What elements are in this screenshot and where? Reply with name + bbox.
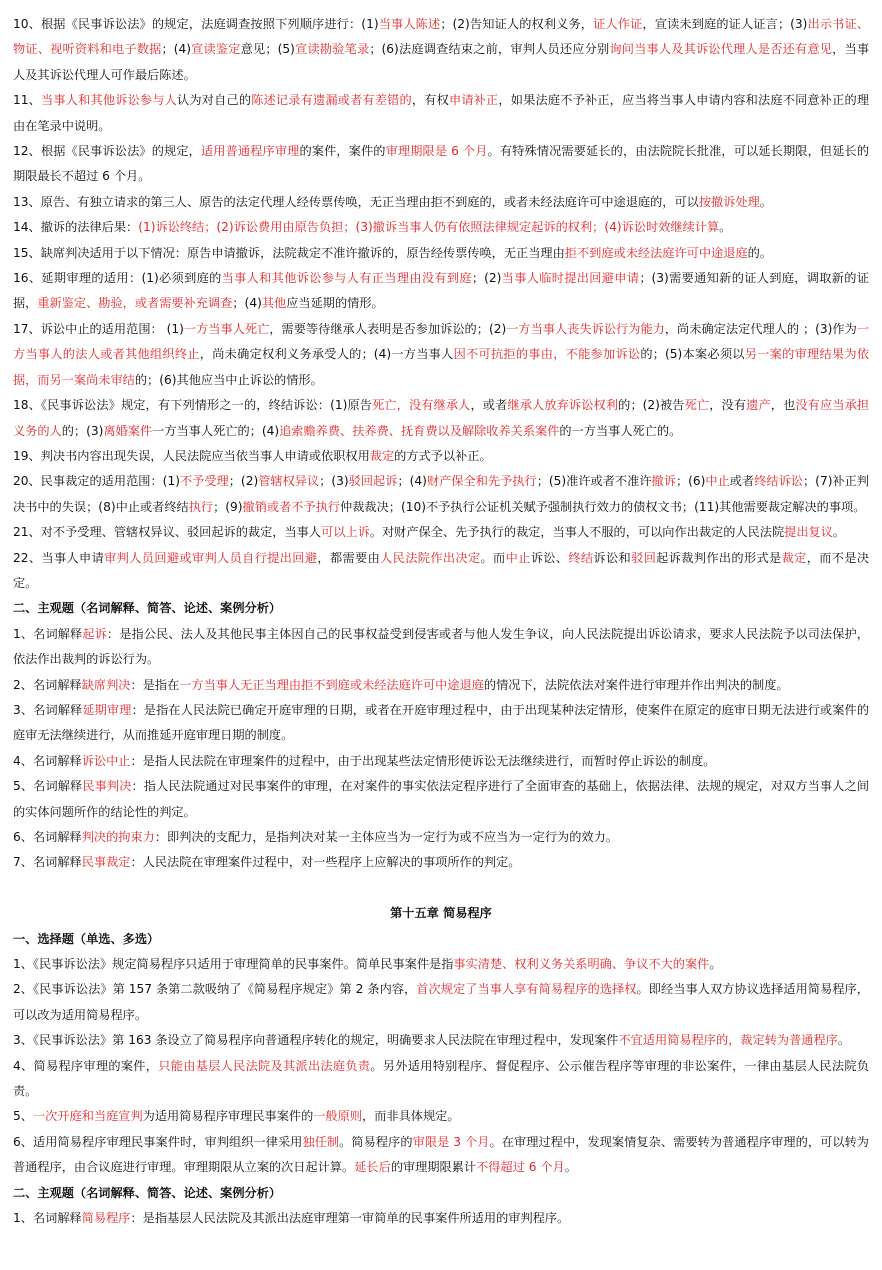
text-run: 18、《民事诉讼法》规定，有下列情形之一的，终结诉讼：(1)原告 — [13, 398, 373, 413]
text-run: 。另外适用特别程序、督促程序、公示催告程序等审理的非讼案件，一律由基层人民法院负责。 — [13, 1058, 870, 1099]
paragraph — [13, 190, 869, 215]
paragraph — [13, 393, 869, 444]
highlight-text: 起诉 — [82, 626, 107, 641]
paragraph — [13, 1206, 869, 1231]
text-run: 2、名词解释 — [13, 677, 82, 692]
highlight-text: 当事人和其他诉讼参与人有正当理由没有到庭 — [221, 271, 472, 286]
text-run: 20、民事裁定的适用范围：(1) — [13, 474, 180, 489]
highlight-text: 离婚案件 — [103, 423, 153, 438]
paragraph — [13, 12, 869, 88]
section-heading — [13, 927, 869, 952]
text-run: 19、判决书内容出现失误，人民法院应当依当事人申请或依职权用 — [13, 448, 370, 463]
text-run: 的案件，案件的 — [299, 144, 386, 159]
text-run: ；(3) — [319, 474, 349, 489]
text-run: 。 — [719, 220, 732, 235]
text-run: ：即判决的支配力，是指判决对某一主体应当为一定行为或不应当为一定行为的效力。 — [154, 830, 618, 844]
highlight-text: 审判人员回避或审判人员自行提出回避 — [104, 550, 318, 565]
paragraph — [13, 241, 869, 266]
highlight-text: 当事人陈述 — [378, 17, 441, 31]
highlight-text: 当事人临时提出回避申请 — [501, 271, 640, 286]
highlight-text: 民事判决 — [82, 779, 132, 794]
highlight-text: 遗产 — [746, 398, 771, 413]
highlight-text: 一方当事人死亡 — [183, 321, 270, 336]
highlight-text: 询问当事人及其诉讼代理人是否还有意见 — [609, 42, 833, 57]
highlight-text: 中止 — [705, 474, 730, 489]
text-run: 。在审理过程中，发现案情复杂、需要转为普通程序审理的，可以转为普通程序，由合议庭进行审理。审理期限从立案的次日起计算。 — [13, 1134, 869, 1175]
text-run: 。 — [564, 1160, 577, 1175]
paragraph — [13, 1130, 869, 1181]
text-run: ，也 — [770, 398, 796, 413]
text-run: 意见；(5) — [240, 42, 295, 57]
highlight-text: 裁定 — [781, 550, 807, 565]
highlight-text: 驳回起诉 — [348, 474, 398, 489]
highlight-text: 按撤诉处理 — [698, 194, 760, 209]
text-run: ，而不是决定。 — [13, 550, 870, 590]
highlight-text: 可以上诉 — [321, 525, 370, 540]
text-run: 。对财产保全、先予执行的裁定，当事人不服的，可以向作出裁定的人民法院 — [369, 525, 785, 540]
text-run: ：是指在人民法院已确定开庭审理的日期，或者在开庭审理过程中，由于出现某种法定情形，使案件在原定的庭审日期无法进行或案件的庭审无法继续进行，从而推延开庭审理日期的制度。 — [13, 702, 870, 743]
highlight-text: 一方当事人丧失诉讼行为能力 — [506, 321, 665, 336]
highlight-text: 其他 — [261, 296, 287, 311]
text-run: ；(4) — [397, 474, 427, 489]
text-run: ；(7)补正判决书中的失误；(8)中止或者终结 — [13, 474, 870, 514]
highlight-text: 一方当事人无正当理由拒不到庭或未经法庭许可中途退庭 — [179, 677, 484, 692]
highlight-text: 申请补正 — [448, 93, 499, 108]
text-run: ，而非具体规定。 — [362, 1109, 460, 1124]
highlight-text: 审限是 3 个月 — [412, 1134, 490, 1149]
spacer — [13, 876, 869, 901]
text-run: 10、根据《民事诉讼法》的规定，法庭调查按照下列顺序进行：(1) — [13, 17, 379, 31]
text-run: ；(9) — [213, 499, 243, 514]
text-run: ，宣读未到庭的证人证言；(3) — [642, 17, 808, 31]
text-run: 的；(2)被告 — [618, 398, 685, 413]
text-run: 的；(5)本案必须以 — [640, 347, 745, 362]
text-run: 3、《民事诉讼法》第 163 条设立了简易程序向普通程序转化的规定，明确要求人民法院在审理过程中，发现案件 — [13, 1033, 619, 1048]
text-run: 的；(6)其他应当中止诉讼的情形。 — [134, 372, 323, 387]
text-run: 16、延期审理的适用：(1)必须到庭的 — [13, 271, 222, 286]
highlight-text: 事实清楚、权利义务关系明确、争议不大的案件 — [453, 957, 710, 972]
text-run: 仲裁裁决；(10)不予执行公证机关赋予强制执行效力的债权文书；(11)其他需要裁定解决的事项。 — [340, 499, 866, 514]
highlight-text: 诉讼中止 — [81, 753, 131, 768]
highlight-text: 延期审理 — [82, 702, 132, 717]
highlight-text: 死亡，没有继承人 — [372, 398, 471, 413]
paragraph — [13, 622, 869, 673]
paragraph — [13, 546, 869, 597]
text-run: 7、名词解释 — [13, 855, 82, 870]
highlight-text: 提出复议 — [784, 525, 833, 540]
highlight-text: 简易程序 — [81, 1211, 131, 1226]
paragraph — [13, 317, 869, 393]
highlight-text: 判决的拘束力 — [81, 830, 155, 844]
text-run: 的审理期限累计 — [390, 1160, 477, 1175]
highlight-text: 不宜适用简易程序的，裁定转为普通程序 — [618, 1033, 838, 1048]
section-heading — [13, 1181, 869, 1206]
text-run: 14、撤诉的法律后果： — [13, 220, 139, 235]
text-run: 诉讼、 — [530, 550, 569, 565]
highlight-text: 另一案的审理结果为依据，而另一案尚未审结 — [13, 347, 870, 387]
text-run: 二、主观题（名词解释、简答、论述、案例分析） — [13, 1185, 282, 1200]
text-run: ，尚未确定权利义务承受人的；(4)一方当事人 — [199, 347, 454, 362]
text-run: 认为对自己的 — [177, 93, 252, 108]
text-run: ：是指基层人民法院及其派出法庭审理第一审简单的民事案件所适用的审判程序。 — [130, 1211, 570, 1226]
text-run: 的。 — [747, 245, 772, 260]
text-run: 的方式予以补正。 — [394, 448, 492, 463]
highlight-text: (1)诉讼终结；(2)诉讼费用由原告负担；(3)撤诉当事人仍有依照法律规定起诉的权利；(4)诉讼时效继续计算 — [138, 220, 720, 235]
highlight-text: 适用普通程序审理 — [200, 144, 300, 159]
highlight-text: 宣读鉴定 — [190, 42, 241, 57]
highlight-text: 继承人放弃诉讼权利 — [507, 398, 619, 413]
text-run: 诉讼和 — [593, 550, 632, 565]
highlight-text: 执行 — [188, 499, 214, 514]
highlight-text: 宣读勘验笔录 — [294, 42, 370, 57]
paragraph — [13, 88, 869, 139]
text-run: 。而 — [480, 550, 506, 565]
text-run: ；(2) — [471, 271, 502, 286]
paragraph — [13, 673, 869, 698]
paragraph — [13, 698, 869, 749]
text-run: 。即经当事人双方协议选择适用简易程序，可以改为适用简易程序。 — [13, 982, 869, 1022]
highlight-text: 当事人和其他诉讼参与人 — [41, 93, 178, 108]
text-run: ：是指人民法院在审理案件的过程中，由于出现某些法定情形使诉讼无法继续进行，而暂时停止诉讼的制度。 — [130, 753, 716, 768]
highlight-text: 追索赡养费、扶养费、抚育费以及解除收养关系案件 — [279, 423, 560, 438]
text-run: ；(2)告知证人的权利义务， — [440, 17, 594, 31]
text-run: 。简易程序的 — [339, 1134, 413, 1149]
document-page — [13, 12, 869, 1231]
paragraph — [13, 215, 869, 240]
text-run: 1、名词解释 — [13, 626, 83, 641]
text-run: ，都需要由 — [317, 550, 381, 565]
text-run: ；(5)准许或者不准许 — [536, 474, 652, 489]
text-run: ，有权 — [411, 93, 449, 108]
text-run: 1、《民事诉讼法》规定简易程序只适用于审理简单的民事案件。简单民事案件是指 — [13, 957, 454, 972]
highlight-text: 财产保全和先予执行 — [426, 474, 537, 489]
paragraph — [13, 266, 869, 317]
paragraph — [13, 1028, 869, 1053]
text-run: 21、对不予受理、管辖权异议、驳回起诉的裁定，当事人 — [13, 525, 322, 540]
highlight-text: 陈述记录有遗漏或者有差错的 — [251, 93, 412, 108]
highlight-text: 驳回 — [631, 550, 657, 565]
text-run: 5、名词解释 — [13, 779, 83, 794]
text-run: 应当延期的情形。 — [286, 296, 384, 311]
paragraph — [13, 1104, 869, 1129]
text-run: 12、根据《民事诉讼法》的规定， — [13, 144, 201, 159]
text-run: 。 — [759, 194, 772, 209]
paragraph — [13, 850, 869, 875]
text-run: ，需要等待继承人表明是否参加诉讼的；(2) — [269, 321, 507, 336]
highlight-text: 撤销或者不予执行 — [242, 499, 341, 514]
text-run: 17、诉讼中止的适用范围： (1) — [13, 321, 184, 336]
highlight-text: 没有应当承担义务的人 — [13, 398, 870, 438]
text-run: ；(6) — [675, 474, 706, 489]
highlight-text: 管辖权异议 — [258, 474, 320, 489]
highlight-text: 不予受理 — [179, 474, 229, 489]
text-run: 11、 — [13, 93, 42, 108]
text-run: ；(4) — [161, 42, 191, 57]
paragraph — [13, 444, 869, 469]
highlight-text: 审理期限是 6 个月 — [385, 144, 488, 159]
paragraph — [13, 774, 869, 825]
highlight-text: 首次规定了当事人享有简易程序的选择权 — [416, 982, 637, 997]
highlight-text: 中止 — [505, 550, 531, 565]
text-run: ：是指在 — [130, 677, 180, 692]
paragraph — [13, 520, 869, 545]
highlight-text: 裁定 — [369, 448, 395, 463]
text-run: 15、缺席判决适用于以下情况：原告申请撤诉，法院裁定不准许撤诉的，原告经传票传唤，无正当理由 — [13, 245, 565, 260]
text-run: ，或者 — [470, 398, 508, 413]
text-run: ；(6)法庭调查结束之前，审判人员还应分别 — [369, 42, 610, 57]
highlight-text: 重新鉴定、勘验，或者需要补充调查 — [37, 296, 233, 311]
text-run: 二、主观题（名词解释、简答、论述、案例分析） — [13, 601, 282, 616]
highlight-text: 撤诉 — [651, 474, 676, 489]
text-run: ：人民法院在审理案件过程中，对一些程序上应解决的事项所作的判定。 — [130, 855, 521, 870]
highlight-text: 死亡 — [684, 398, 710, 413]
highlight-text: 缺席判决 — [81, 677, 131, 692]
text-run: 或者 — [729, 474, 755, 489]
paragraph — [13, 952, 869, 977]
highlight-text: 一次开庭和当庭宣判 — [32, 1109, 143, 1124]
text-run: ，当事人及其诉讼代理人可作最后陈述。 — [13, 42, 870, 82]
text-run: 4、简易程序审理的案件， — [13, 1058, 159, 1073]
text-run: 。有特殊情况需要延长的，由法院院长批准，可以延长期限，但延长的期限最长不超过 6 个月。 — [13, 144, 870, 184]
highlight-text: 终结诉讼 — [754, 474, 803, 489]
text-run: 一、选择题（单选、多选） — [13, 931, 160, 946]
text-run: 的；(3) — [61, 423, 104, 438]
text-run: 一方当事人死亡的；(4) — [152, 423, 280, 438]
highlight-text: 出示书证、物证、视听资料和电子数据 — [13, 17, 870, 57]
highlight-text: 不得超过 6 个月 — [476, 1160, 565, 1175]
highlight-text: 终结 — [568, 550, 594, 565]
text-run: 。 — [832, 525, 846, 540]
highlight-text: 人民法院作出决定 — [380, 550, 481, 565]
text-run: ：指人民法院通过对民事案件的审理，在对案件的事实依法定程序进行了全面审查的基础上，依据法律、法规的规定，对双方当事人之间的实体问题所作的结论性的判定。 — [13, 779, 870, 819]
paragraph — [13, 1054, 869, 1105]
highlight-text: 延长后 — [354, 1160, 391, 1175]
text-run: 1、名词解释 — [13, 1211, 82, 1226]
text-run: ，没有 — [709, 398, 747, 413]
text-run: 第十五章 简易程序 — [390, 906, 492, 921]
highlight-text: 拒不到庭或未经法庭许可中途退庭 — [564, 245, 748, 260]
text-run: 。 — [709, 957, 722, 972]
text-run: 2、《民事诉讼法》第 157 条第二款吸纳了《简易程序规定》第 2 条内容， — [13, 982, 417, 997]
highlight-text: 一方当事人的法人或者其他组织终止 — [13, 321, 870, 362]
text-run: 的情况下，法院依法对案件进行审理并作出判决的制度。 — [483, 677, 789, 692]
text-run: 13、原告、有独立请求的第三人、原告的法定代理人经传票传唤，无正当理由拒不到庭的，或者未经法庭许可中途退庭的，可以 — [13, 194, 699, 209]
paragraph — [13, 825, 869, 850]
text-run: ，尚未确定法定代理人的 ；(3)作为 — [664, 321, 857, 336]
text-run: 4、名词解释 — [13, 753, 82, 768]
text-run: 22、当事人申请 — [13, 550, 105, 565]
highlight-text: 证人作证 — [593, 17, 643, 31]
text-run: 。 — [837, 1033, 851, 1048]
text-run: ，如果法庭不予补正，应当将当事人申请内容和法庭不同意补正的理由在笔录中说明。 — [13, 93, 870, 133]
text-run: 3、名词解释 — [13, 702, 83, 717]
paragraph — [13, 977, 869, 1028]
paragraph — [13, 469, 869, 520]
highlight-text: 民事裁定 — [81, 855, 131, 870]
highlight-text: 一般原则 — [313, 1109, 363, 1124]
highlight-text: 只能由基层人民法院及其派出法庭负责 — [158, 1058, 371, 1073]
paragraph — [13, 139, 869, 190]
text-run: ；(3)需要通知新的证人到庭，调取新的证据， — [13, 271, 870, 311]
text-run: 6、名词解释 — [13, 830, 82, 844]
text-run: 的一方当事人死亡的。 — [559, 423, 682, 438]
highlight-text: 因不可抗拒的事由，不能参加诉讼 — [453, 347, 641, 362]
section-heading — [13, 596, 869, 621]
text-run: 起诉裁判作出的形式是 — [656, 550, 782, 565]
text-run: ：是指公民、法人及其他民事主体因自己的民事权益受到侵害或者与他人发生争议，向人民法院提出诉讼请求，要求人民法院予以司法保护，依法作出裁判的诉讼行为。 — [13, 626, 869, 667]
text-run: 6、适用简易程序审理民事案件时，审判组织一律采用 — [13, 1134, 303, 1149]
chapter-title — [13, 901, 869, 926]
text-run: ；(4) — [232, 296, 262, 311]
highlight-text: 独任制 — [302, 1134, 340, 1149]
paragraph — [13, 749, 869, 774]
text-run: 为适用简易程序审理民事案件的 — [142, 1109, 314, 1124]
text-run: ；(2) — [228, 474, 259, 489]
text-run: 5、 — [13, 1109, 33, 1124]
